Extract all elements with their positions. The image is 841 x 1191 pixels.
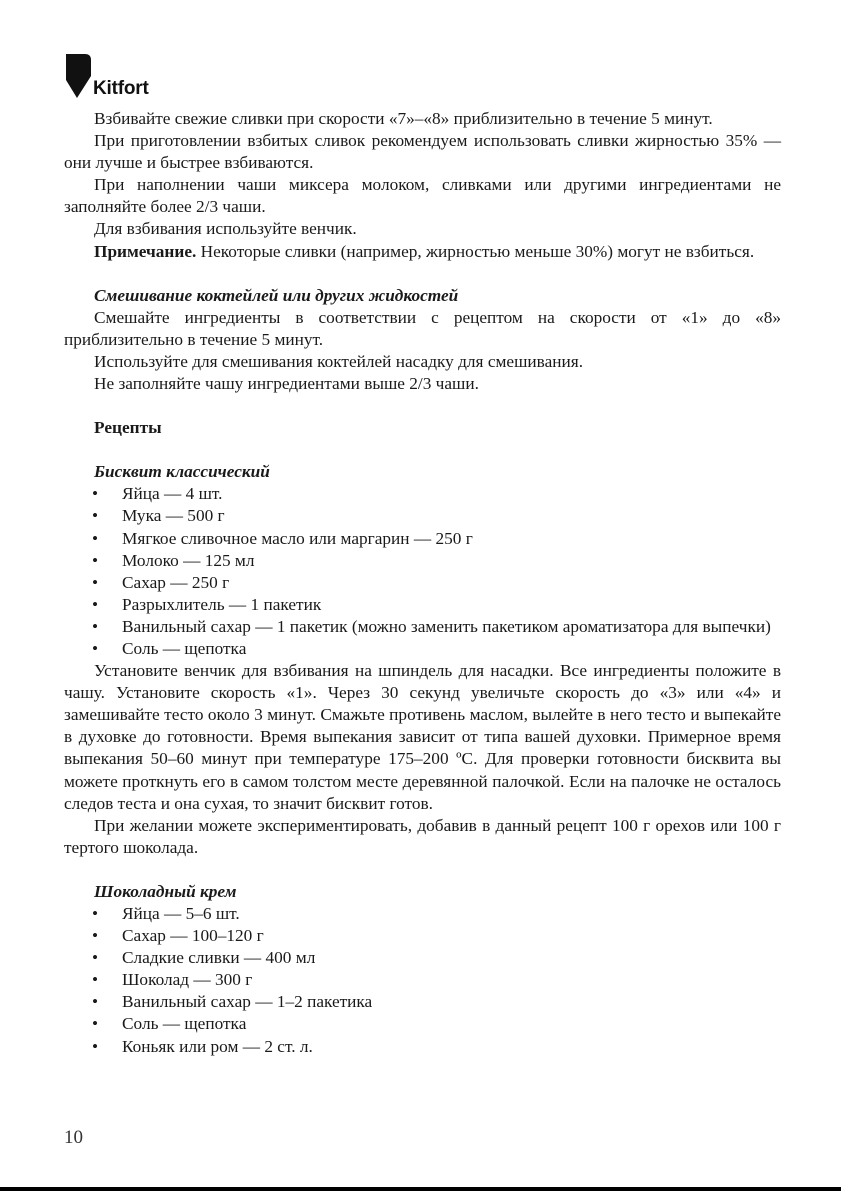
list-item: • Ванильный сахар — 1 пакетик (можно заменить пакетиком ароматизатора для выпечки) bbox=[64, 616, 781, 638]
bullet: • bbox=[92, 528, 99, 548]
list-item: • Ванильный сахар — 1–2 пакетика bbox=[64, 991, 781, 1013]
paragraph: Не заполняйте чашу ингредиентами выше 2/3 чаши. bbox=[94, 374, 479, 394]
bullet: • bbox=[92, 638, 99, 658]
bullet: • bbox=[92, 1014, 99, 1034]
list-item: • Молоко — 125 мл bbox=[64, 550, 781, 572]
list-item: • Сладкие сливки — 400 мл bbox=[64, 947, 781, 969]
note-text: Некоторые сливки (например, жирностью меньше 30%) могут не взбиться. bbox=[196, 241, 755, 261]
note-paragraph bbox=[64, 241, 781, 263]
paragraph: Используйте для смешивания коктейлей насадку для смешивания. bbox=[94, 351, 584, 371]
kitfort-logo-icon bbox=[64, 52, 94, 100]
bullet: • bbox=[92, 992, 99, 1012]
section-title-mixing: Смешивание коктейлей или других жидкостей bbox=[94, 285, 459, 305]
ingredients-list-cream bbox=[64, 903, 781, 1058]
bullet: • bbox=[92, 616, 99, 636]
list-item: • Коньяк или ром — 2 ст. л. bbox=[64, 1036, 781, 1058]
list-item: • Яйца — 5–6 шт. bbox=[64, 903, 781, 925]
list-item: • Соль — щепотка bbox=[64, 1013, 781, 1035]
paragraph: При наполнении чаши миксера молоком, сливками или другими ингредиентами не заполняйте более 2/3 чаши. bbox=[64, 175, 781, 217]
list-item: • Мягкое сливочное масло или маргарин — 250 г bbox=[64, 528, 781, 550]
bullet: • bbox=[92, 970, 99, 990]
bottom-rule bbox=[0, 1187, 841, 1191]
page-content bbox=[64, 108, 781, 1058]
list-item: • Сахар — 100–120 г bbox=[64, 925, 781, 947]
ingredients-list-biscuit bbox=[64, 483, 781, 660]
paragraph: Установите венчик для взбивания на шпиндель для насадки. Все ингредиенты положите в чашу. Установите скорость «1». Через 30 секунд увеличьте скорость до «3» или «4» и замешивайте тесто около 3 минут. Смажьте противень маслом, вылейте в него тесто и выпекайте в духовке до готовности. Время выпекания зависит от типа вашей духовки. Примерное время выпекания 50–60 минут при температуре 175–200 ºС. Для проверки готовности бисквита вы можете проткнуть его в самом толстом месте деревянной палочкой. Если на палочке не осталось следов теста и она сухая, то значит бисквит готов. bbox=[64, 661, 781, 813]
paragraph: Смешайте ингредиенты в соответствии с рецептом на скорости от «1» до «8» приблизительно в течение 5 минут. bbox=[64, 307, 781, 349]
paragraph: При приготовлении взбитых сливок рекомендуем использовать сливки жирностью 35% — они лучше и быстрее взбиваются. bbox=[64, 131, 781, 173]
list-item: • Мука — 500 г bbox=[64, 505, 781, 527]
paragraph: При желании можете экспериментировать, добавив в данный рецепт 100 г орехов или 100 г тертого шоколада. bbox=[64, 815, 781, 857]
recipe-title-biscuit: Бисквит классический bbox=[94, 462, 270, 482]
brand-name: Kitfort bbox=[93, 78, 149, 99]
recipe-title-cream: Шоколадный крем bbox=[94, 881, 237, 901]
brand-logo bbox=[64, 52, 184, 102]
list-item: • Разрыхлитель — 1 пакетик bbox=[64, 594, 781, 616]
bullet: • bbox=[92, 484, 99, 504]
paragraph: Для взбивания используйте венчик. bbox=[94, 219, 357, 239]
bullet: • bbox=[92, 594, 99, 614]
list-item: • Сахар — 250 г bbox=[64, 572, 781, 594]
note-label: Примечание. bbox=[94, 241, 197, 261]
paragraph: Взбивайте свежие сливки при скорости «7»–«8» приблизительно в течение 5 минут. bbox=[94, 109, 713, 128]
list-item: • Яйца — 4 шт. bbox=[64, 483, 781, 505]
bullet: • bbox=[92, 506, 99, 526]
list-item: • Шоколад — 300 г bbox=[64, 969, 781, 991]
page-number: 10 bbox=[64, 1127, 83, 1148]
bullet: • bbox=[92, 550, 99, 570]
section-title-recipes: Рецепты bbox=[94, 418, 162, 438]
bullet: • bbox=[92, 572, 99, 592]
list-item: • Соль — щепотка bbox=[64, 638, 781, 660]
bullet: • bbox=[92, 1036, 99, 1056]
bullet: • bbox=[92, 926, 99, 946]
bullet: • bbox=[92, 948, 99, 968]
bullet: • bbox=[92, 904, 99, 923]
